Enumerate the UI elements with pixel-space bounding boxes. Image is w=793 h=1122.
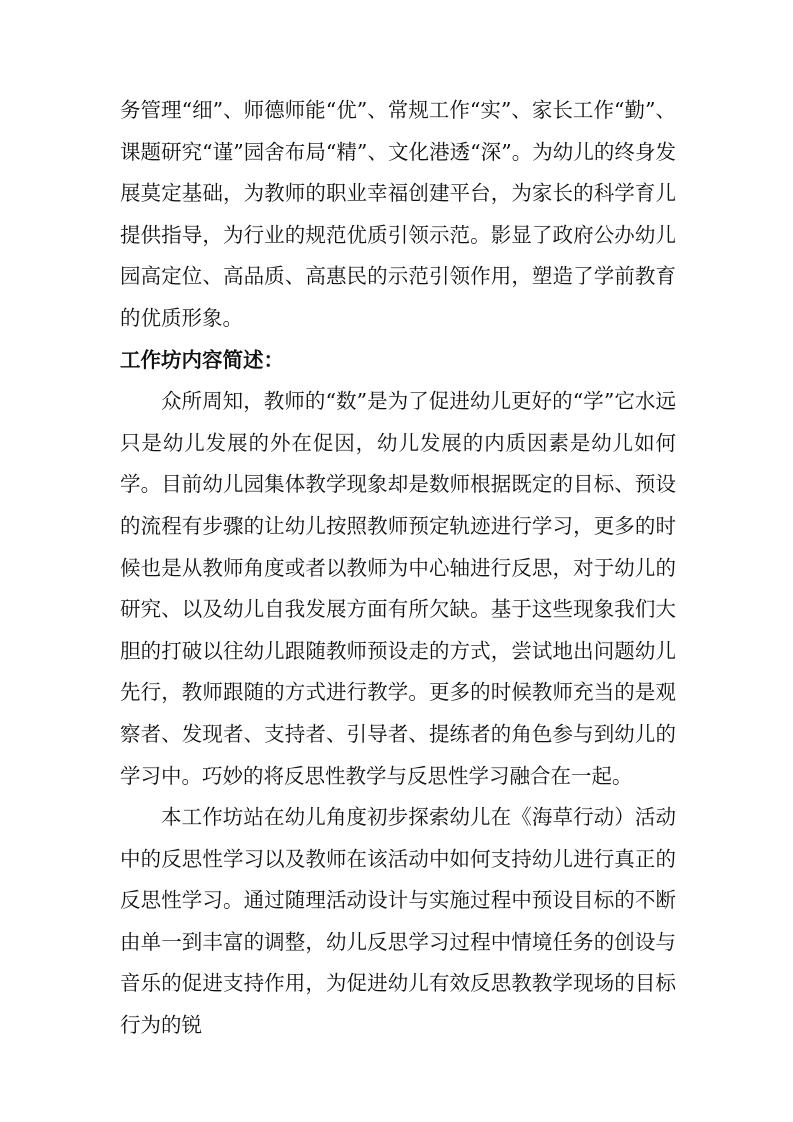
section-heading: 工作坊内容简述： xyxy=(120,347,284,372)
workshop-paragraph-1: 众所周知，教师的“数”是为了促进幼儿更好的“学”它水远只是幼儿发展的外在促因，幼儿发展的内质因素是幼儿如何学。目前幼儿园集体教学现象却是数师根据既定的目标、预设的流程有步骤的让幼儿按照教师预定轨迹进行学习，更多的时候也是从教师角度或者以教师为中心轴进行反思，对于幼儿的研究、以及幼儿自我发展方面有所欠缺。基于这些现象我们大胆的打破以往幼儿跟随教师预设走的方式，尝试地出问题幼儿先行，教师跟随的方式进行教学。更多的时候教师充当的是观察者、发现者、支持者、引导者、提练者的角色参与到幼儿的学习中。巧妙的将反思性教学与反思性学习融合在一起。 xyxy=(120,389,676,788)
document-body xyxy=(120,90,676,1047)
intro-continuation-paragraph: 务管理“细”、师德师能“优”、常规工作“实”、家长工作“勤”、课题研究“谨”园舍布局“精”、文化港透“深”。为幼儿的终身发展莫定基础，为教师的职业幸福创建平台，为家长的科学育儿提供指导，为行业的规范优质引领示范。影显了政府公办幼儿园高定位、高品质、高惠民的示范引领作用，塑造了学前教育的优质形象。 xyxy=(120,98,676,330)
workshop-paragraph-2: 本工作坊站在幼儿角度初步探索幼儿在《海草行动）活动中的反思性学习以及教师在该活动中如何支持幼儿进行真正的反思性学习。通过随理活动设计与实施过程中预设目标的不断由单一到丰富的调整，幼儿反思学习过程中情境任务的创设与音乐的促进支持作用，为促进幼儿有效反思教教学现场的目标行为的锐 xyxy=(120,805,676,1038)
